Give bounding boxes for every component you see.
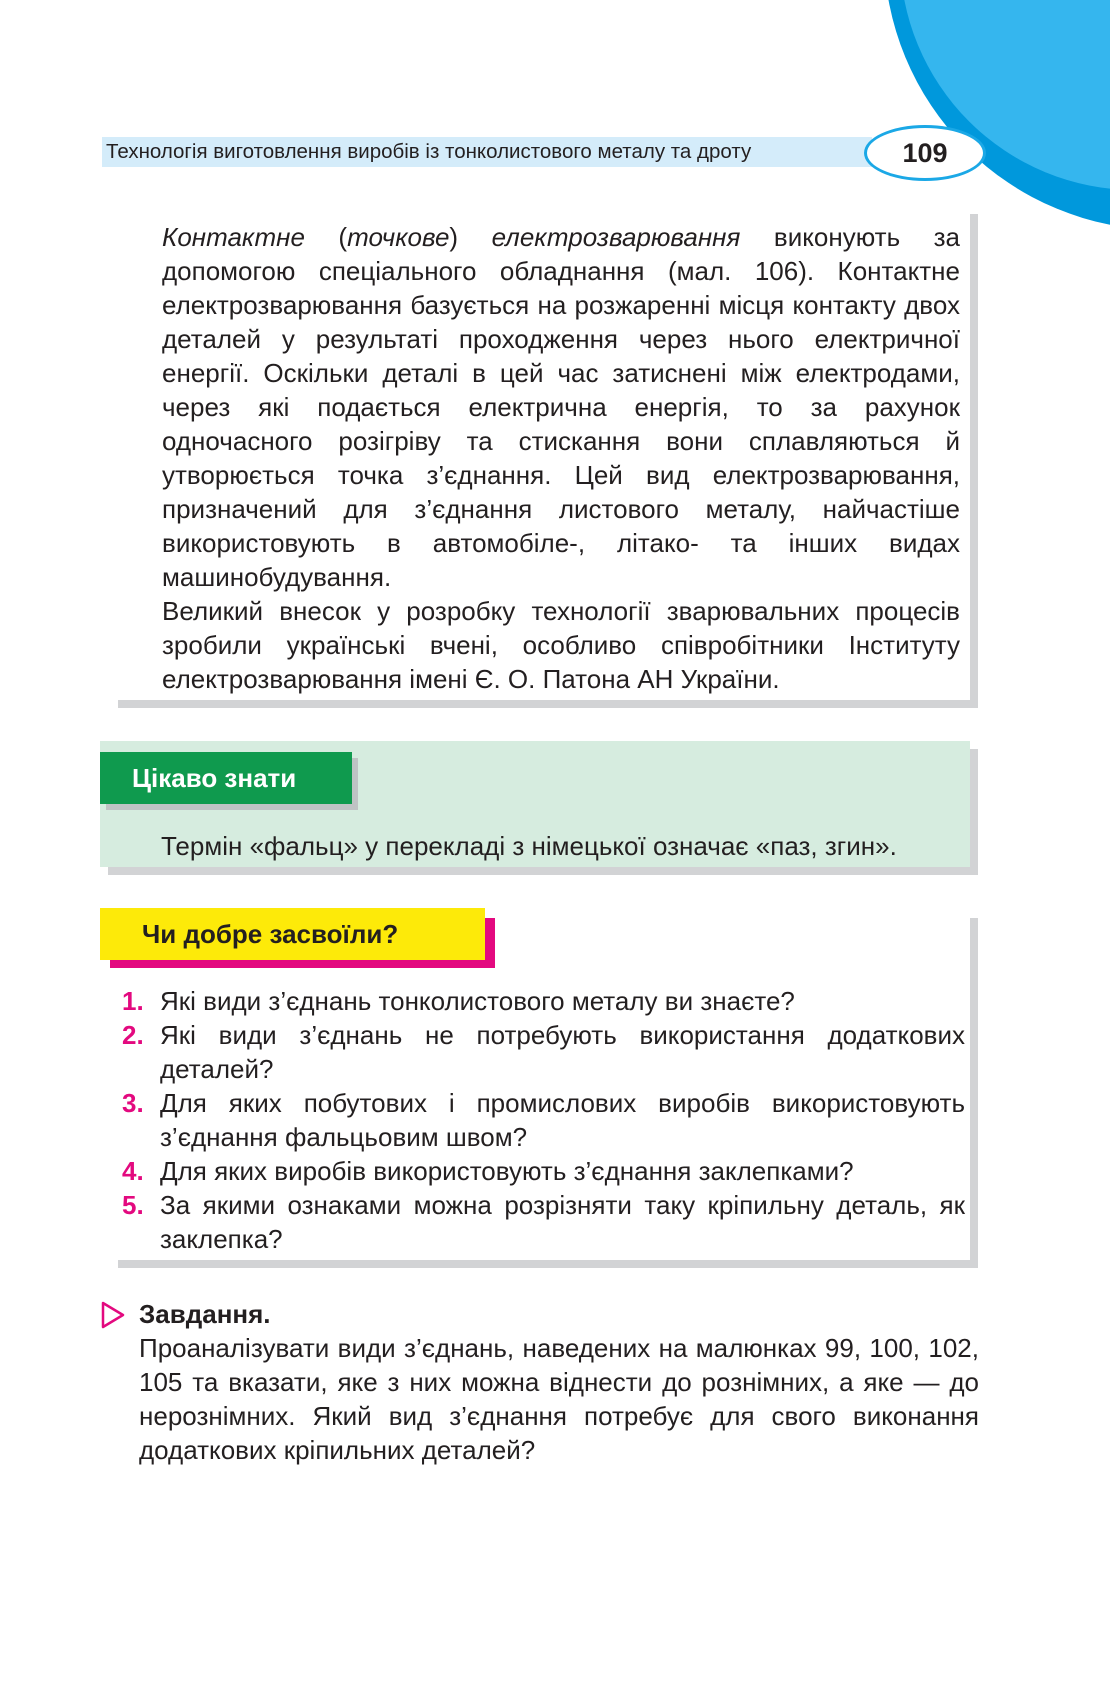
running-header: Технологія виготовлення виробів із тонколистового металу та дроту [106,140,752,163]
question-text: За якими ознаками можна розрізняти таку кріпильну деталь, як заклепка? [160,1190,965,1254]
question-item [110,1188,965,1256]
question-number: 1. [122,986,144,1016]
question-text: Які види з’єднань не потребують використання додаткових деталей? [160,1020,965,1084]
question-number: 3. [122,1088,144,1118]
question-text: Які види з’єднань тонколистового металу ви знаєте? [160,986,795,1016]
term-point: точкове [347,222,450,252]
term-contact: Контактне [162,222,305,252]
question-text: Для яких побутових і промислових виробів використовують з’єднання фальцьовим швом? [160,1088,965,1152]
term-welding: електрозварювання [491,222,741,252]
page-number: 109 [864,125,986,181]
question-number: 5. [122,1190,144,1220]
interesting-label: Цікаво знати [100,752,352,804]
task-title: Завдання. [139,1299,271,1329]
question-item [110,984,965,1018]
quiz-label: Чи добре засвоїли? [100,908,485,960]
question-item [110,1018,965,1086]
question-list [110,984,965,1256]
interesting-text: Термін «фальц» у перекладі з німецької означає «паз, згин». [161,831,897,861]
question-text: Для яких виробів використовують з’єднання заклепками? [160,1156,854,1186]
question-number: 4. [122,1156,144,1186]
question-item [110,1086,965,1154]
triangle-arrow-icon [100,1300,126,1335]
intro-paragraph-1-text: виконують за допомогою спеціального обладнання (мал. 106). Контактне електрозварювання базується на розжаренні місця контакту двох деталей у результаті проходження через нього електричної енергії. Оскільки деталі в цей час затиснені між електродами, через які подається електрична енергія, то за рахунок одночасного розігріву та стискання вони сплавляються й утворюється точка з’єднання. Цей вид електрозварювання, призначений для з’єднання листового металу, найчастіше використовують в автомобіле-, літако- та інших видах машинобудування. [162,222,960,592]
task-text: Проаналізувати види з’єднань, наведених на малюнках 99, 100, 102, 105 та вказати, яке з них можна віднести до рознімних, а яке — до нерознімних. Який вид з’єднання потребує для свого виконання додаткових кріпильних деталей? [139,1333,979,1465]
question-item [110,1154,965,1188]
intro-panel [110,206,970,700]
intro-paragraph-2: Великий внесок у розробку технології зварювальних процесів зробили українські вчені, особливо співробітники Інституту електрозварювання імені Є. О. Патона АН України. [162,596,960,694]
intro-paragraph-1: Контактне (точкове) електрозварювання виконують за допомогою спеціального обладнання (мал. 106). Контактне електрозварювання базується на розжаренні місця контакту двох деталей у результаті проходження через нього електричної енергії. Оскільки деталі в цей час затиснені між електродами, через які подається електрична енергія, то за рахунок одночасного розігріву та стискання вони сплавляються й утворюється точка з’єднання. Цей вид електрозварювання, призначений для з’єднання листового металу, найчастіше використовують в автомобіле-, літако- та інших видах машинобудування. [162,222,960,592]
question-number: 2. [122,1020,144,1050]
